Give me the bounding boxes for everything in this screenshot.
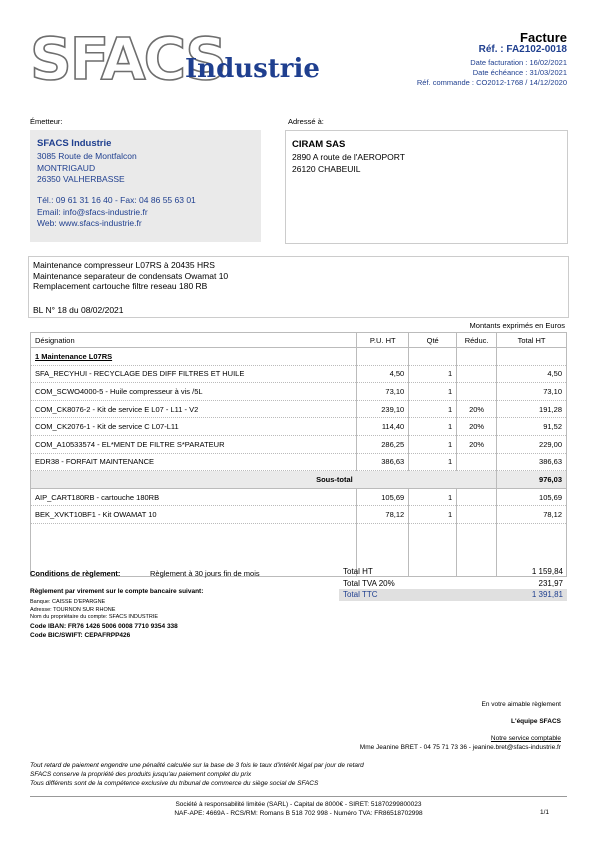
row-pu: 78,12 — [357, 506, 409, 524]
subtotal-value: 976,03 — [497, 471, 567, 489]
row-reduc — [457, 365, 497, 383]
bank-name: Banque: CAISSE D'EPARGNE — [30, 599, 106, 605]
header-total: Total HT — [497, 333, 567, 348]
header-qte: Qté — [409, 333, 457, 348]
row-designation: SFA_RECYHUI - RECYCLAGE DES DIFF FILTRES ET HUILE — [31, 365, 357, 383]
virement-label: Règlement par virement sur le compte bancaire suivant: — [30, 588, 204, 595]
adresse-label: Adressé à: — [288, 117, 324, 126]
items-table — [30, 332, 567, 577]
emetteur-line: 3085 Route de Montfalcon — [37, 151, 137, 161]
document-title: Facture — [520, 30, 567, 45]
header-reduc: Réduc. — [457, 333, 497, 348]
row-pu: 386,63 — [357, 453, 409, 471]
emetteur-web: Web: www.sfacs-industrie.fr — [37, 218, 142, 228]
row-designation: COM_A10533574 - EL*MENT DE FILTRE S*PARATEUR — [31, 435, 357, 453]
row-reduc — [457, 383, 497, 401]
iban: Code IBAN: FR76 1426 5006 0008 7710 9354 338 — [30, 623, 178, 630]
row-total: 73,10 — [497, 383, 567, 401]
footer — [30, 800, 567, 818]
row-qte: 1 — [409, 453, 457, 471]
table-row — [31, 506, 567, 524]
row-total: 229,00 — [497, 435, 567, 453]
row-total: 91,52 — [497, 418, 567, 436]
row-reduc: 20% — [457, 400, 497, 418]
row-total: 386,63 — [497, 453, 567, 471]
subtotal-row — [31, 471, 567, 489]
table-row — [31, 365, 567, 383]
total-label: Total TTC — [343, 590, 378, 600]
row-pu: 286,25 — [357, 435, 409, 453]
row-qte: 1 — [409, 400, 457, 418]
emetteur-email: Email: info@sfacs-industrie.fr — [37, 206, 148, 217]
description-line: Maintenance separateur de condensats Owamat 10 — [33, 270, 229, 281]
total-label: Total HT — [343, 567, 373, 577]
bank-details — [30, 599, 158, 622]
emetteur-address — [37, 151, 137, 186]
table-row — [31, 418, 567, 436]
row-pu: 73,10 — [357, 383, 409, 401]
total-value: 231,97 — [538, 578, 563, 588]
row-designation: AIP_CART180RB - cartouche 180RB — [31, 488, 357, 506]
description-box — [28, 256, 569, 318]
header-pu: P.U. HT — [357, 333, 409, 348]
footer-line: NAF-APE: 4669A - RCS/RM: Romans B 518 702 998 - Numéro TVA: FR86518702998 — [174, 810, 423, 817]
adresse-box — [285, 130, 568, 244]
row-total: 78,12 — [497, 506, 567, 524]
total-ttc-row — [339, 589, 567, 601]
section-title: 1 Maintenance L07RS — [31, 348, 357, 366]
team-signature: L'équipe SFACS — [511, 718, 561, 725]
emetteur-line: 26350 VALHERBASSE — [37, 174, 125, 184]
total-label: Total TVA 20% — [343, 578, 395, 588]
total-ht-row — [339, 566, 567, 578]
ref-commande: Réf. commande : CO2012-1768 / 14/12/2020 — [416, 78, 567, 87]
subtotal-label: Sous-total — [31, 471, 357, 489]
adresse-line: 26120 CHABEUIL — [292, 163, 361, 174]
emetteur-line: MONTRIGAUD — [37, 162, 96, 173]
bank-address: Adresse: TOURNON SUR RHONE — [30, 606, 116, 613]
invoice-ref: Réf. : FA2102-0018 — [478, 44, 567, 55]
currency-note: Montants exprimés en Euros — [469, 321, 565, 330]
bank-owner: Nom du propriétaire du compte: SFACS INDUSTRIE — [30, 614, 159, 620]
row-reduc — [457, 506, 497, 524]
table-row — [31, 400, 567, 418]
row-reduc: 20% — [457, 435, 497, 453]
bl-reference: BL N° 18 du 08/02/2021 — [33, 305, 124, 315]
table-row — [31, 488, 567, 506]
conditions-value: Règlement à 30 jours fin de mois — [150, 569, 260, 578]
logo-main-text: SFACS — [30, 25, 226, 93]
adresse-name: CIRAM SAS — [292, 139, 346, 150]
row-reduc: 20% — [457, 418, 497, 436]
description-line: Maintenance compresseur L07RS à 20435 HRS — [33, 260, 215, 270]
row-designation: EDR38 - FORFAIT MAINTENANCE — [31, 453, 357, 471]
row-qte: 1 — [409, 383, 457, 401]
row-qte: 1 — [409, 365, 457, 383]
section-row — [31, 348, 567, 366]
row-pu: 239,10 — [357, 400, 409, 418]
totals-table — [339, 566, 567, 601]
row-total: 105,69 — [497, 488, 567, 506]
footer-divider — [30, 796, 567, 797]
total-value: 1 159,84 — [531, 567, 563, 577]
table-row — [31, 383, 567, 401]
conditions-label: Conditions de règlement: — [30, 569, 121, 578]
salutation: En votre aimable règlement — [481, 701, 561, 708]
row-designation: BEK_XVKT10BF1 - Kit OWAMAT 10 — [31, 506, 357, 524]
emetteur-box — [30, 130, 261, 242]
date-facturation: Date facturation : 16/02/2021 — [470, 58, 567, 67]
row-pu: 114,40 — [357, 418, 409, 436]
legal-line: SFACS conserve la propriété des produits jusqu'au paiement complet du prix — [30, 770, 252, 778]
row-qte: 1 — [409, 418, 457, 436]
legal-line: Tous différents sont de la compétence exclusive du tribunal de commerce du siège social de SFACS — [30, 779, 319, 787]
adresse-line: 2890 A route de l'AEROPORT — [292, 152, 405, 162]
logo-sub-text: Industrie — [185, 54, 320, 84]
row-pu: 105,69 — [357, 488, 409, 506]
row-reduc — [457, 488, 497, 506]
bic: Code BIC/SWIFT: CEPAFRPP426 — [30, 631, 131, 639]
row-designation: COM_SCWO4000-5 - Huile compresseur à vis /5L — [31, 383, 357, 401]
emetteur-tel: Tél.: 09 61 31 16 40 - Fax: 04 86 55 63 01 — [37, 195, 196, 205]
total-value: 1 391,81 — [531, 590, 563, 600]
table-row — [31, 435, 567, 453]
emetteur-name: SFACS Industrie — [37, 138, 112, 149]
bank-codes — [30, 623, 178, 640]
legal-notes — [30, 762, 364, 788]
row-qte: 1 — [409, 435, 457, 453]
row-total: 191,28 — [497, 400, 567, 418]
date-echeance: Date échéance : 31/03/2021 — [472, 68, 567, 77]
company-logo — [30, 25, 320, 93]
legal-line: Tout retard de paiement engendre une pénalité calculée sur la base de 3 fois le taux d'intérêt légal par jour de retard — [30, 762, 364, 769]
description-line: Remplacement cartouche filtre reseau 180 RB — [33, 281, 208, 292]
row-qte: 1 — [409, 488, 457, 506]
total-tva-row — [339, 578, 567, 590]
row-qte: 1 — [409, 506, 457, 524]
service-label: Notre service comptable — [490, 735, 561, 742]
table-row — [31, 453, 567, 471]
row-reduc — [457, 453, 497, 471]
adresse-lines — [292, 152, 405, 175]
row-pu: 4,50 — [357, 365, 409, 383]
emetteur-label: Émetteur: — [30, 117, 63, 126]
page-number: 1/1 — [539, 809, 549, 816]
emetteur-contact — [37, 195, 196, 230]
description-lines — [33, 260, 228, 292]
row-designation: COM_CK8076-2 - Kit de service E L07 - L11 - V2 — [31, 400, 357, 418]
row-designation: COM_CK2076-1 - Kit de service C L07-L11 — [31, 418, 357, 436]
contact-line: Mme Jeanine BRET - 04 75 71 73 36 - jeanine.bret@sfacs-industrie.fr — [359, 744, 561, 751]
header-designation: Désignation — [31, 333, 357, 348]
table-header — [31, 333, 567, 348]
footer-line: Société à responsabilité limitée (SARL) - Capital de 8000€ - SIRET: 51870299800023 — [175, 801, 422, 808]
row-total: 4,50 — [497, 365, 567, 383]
